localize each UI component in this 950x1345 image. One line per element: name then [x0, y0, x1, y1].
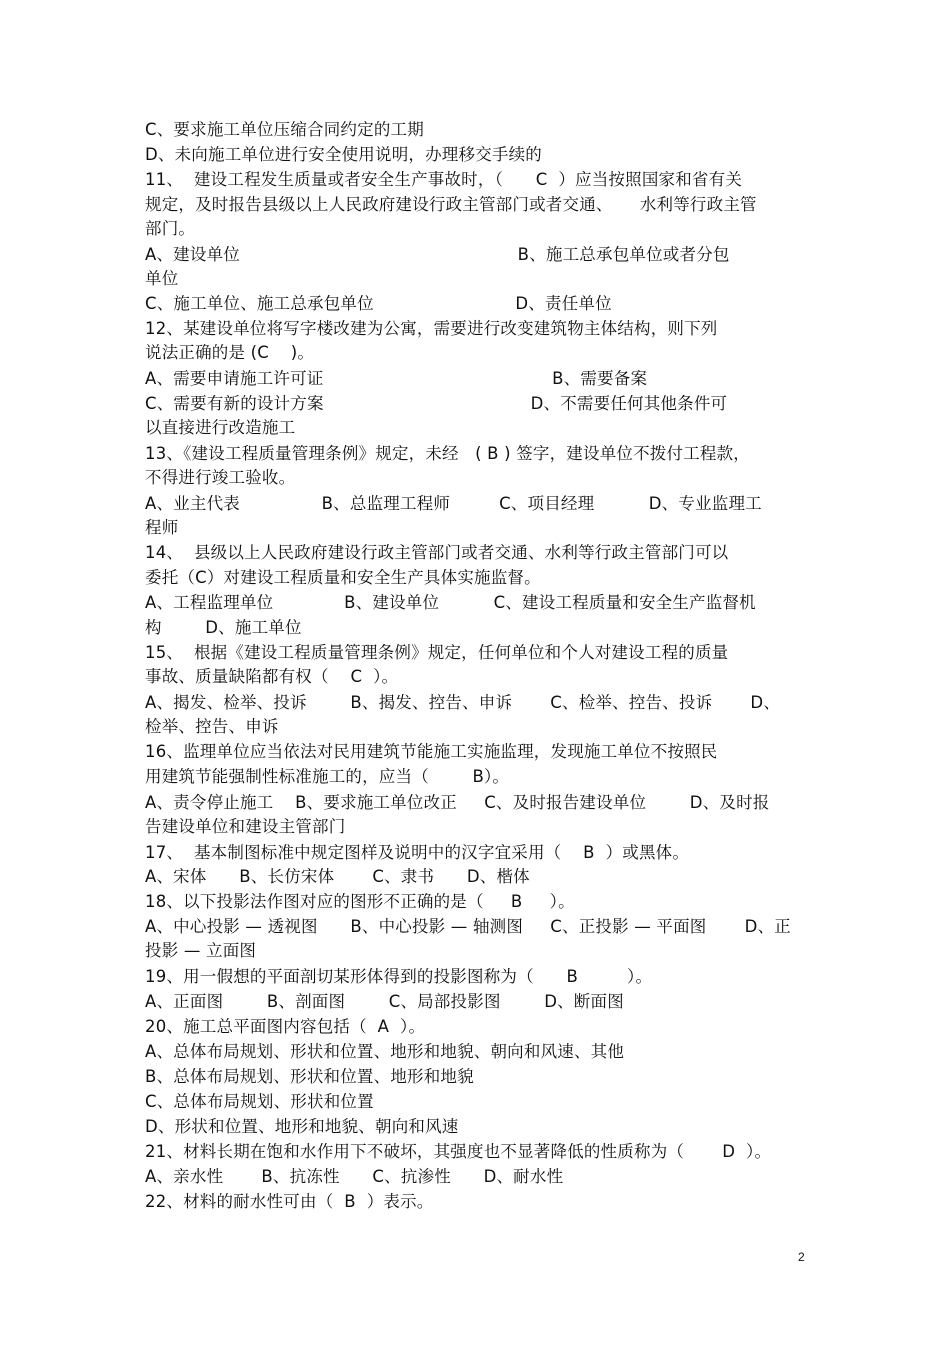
- text-line: 14、 县级以上人民政府建设行政主管部门或者交通、水利等行政主管部门可以: [145, 543, 729, 562]
- text-line: 构 D、施工单位: [145, 618, 302, 637]
- text-line: A、业主代表 B、总监理工程师 C、项目经理 D、专业监理工: [145, 494, 762, 513]
- text-line: 21、材料长期在饱和水作用下不破坏，其强度也不显著降低的性质称为（ D ）。: [145, 1142, 772, 1161]
- text-line: C、需要有新的设计方案 D、不需要任何其他条件可: [145, 394, 728, 413]
- text-line: 15、 根据《建设工程质量管理条例》规定，任何单位和个人对建设工程的质量: [145, 643, 729, 662]
- text-line: 单位: [145, 269, 179, 288]
- text-line: 12、某建设单位将写字楼改建为公寓，需要进行改变建筑物主体结构，则下列: [145, 319, 718, 338]
- text-line: 事故、质量缺陷都有权（ C ）。: [145, 667, 399, 686]
- text-line: C、要求施工单位压缩合同约定的工期: [145, 120, 424, 139]
- text-line: 17、 基本制图标准中规定图样及说明中的汉字宜采用（ B ）或黑体。: [145, 843, 690, 862]
- text-line: A、揭发、检举、投诉 B、揭发、控告、申诉 C、检举、控告、投诉 D、: [145, 693, 781, 712]
- text-line: C、施工单位、施工总承包单位 D、责任单位: [145, 294, 612, 313]
- text-line: 告建设单位和建设主管部门: [145, 817, 346, 836]
- text-line: A、中心投影 — 透视图 B、中心投影 — 轴测图 C、正投影 — 平面图 D、正: [145, 917, 791, 936]
- text-line: A、建设单位 B、施工总承包单位或者分包: [145, 245, 730, 264]
- text-line: 11、 建设工程发生质量或者安全生产事故时，（ C ）应当按照国家和省有关: [145, 170, 743, 189]
- text-line: 不得进行竣工验收。: [145, 468, 296, 487]
- text-line: 投影 — 立面图: [145, 941, 257, 960]
- text-line: C、总体布局规划、形状和位置: [145, 1092, 374, 1111]
- text-line: 规定，及时报告县级以上人民政府建设行政主管部门或者交通、 水利等行政主管: [145, 195, 757, 214]
- text-line: A、需要申请施工许可证 B、需要备案: [145, 369, 648, 388]
- text-line: A、亲水性 B、抗冻性 C、抗渗性 D、耐水性: [145, 1167, 564, 1186]
- text-line: A、工程监理单位 B、建设单位 C、建设工程质量和安全生产监督机: [145, 593, 756, 612]
- text-line: 委托（C）对建设工程质量和安全生产具体实施监督。: [145, 568, 541, 587]
- text-line: 说法正确的是 (C )。: [145, 343, 315, 362]
- text-line: B、总体布局规划、形状和位置、地形和地貌: [145, 1067, 474, 1086]
- text-line: A、总体布局规划、形状和位置、地形和地貌、朝向和风速、其他: [145, 1042, 625, 1061]
- text-line: 19、用一假想的平面剖切某形体得到的投影图称为（ B ）。: [145, 967, 653, 986]
- text-line: 检举、控告、申诉: [145, 717, 279, 736]
- text-line: A、责令停止施工 B、要求施工单位改正 C、及时报告建设单位 D、及时报: [145, 793, 770, 812]
- text-line: A、正面图 B、剖面图 C、局部投影图 D、断面图: [145, 992, 624, 1011]
- text-line: D、形状和位置、地形和地貌、朝向和风速: [145, 1117, 459, 1136]
- text-line: 22、材料的耐水性可由（ B ）表示。: [145, 1192, 434, 1211]
- text-line: 部门。: [145, 219, 196, 238]
- text-line: A、宋体 B、长仿宋体 C、隶书 D、楷体: [145, 867, 530, 886]
- text-line: 20、施工总平面图内容包括（ A ）。: [145, 1017, 426, 1036]
- text-line: 18、以下投影法作图对应的图形不正确的是（ B ）。: [145, 892, 575, 911]
- text-line: 13、《建设工程质量管理条例》规定，未经 ( B ) 签字，建设单位不拨付工程款，: [145, 444, 751, 463]
- text-line: 以直接进行改造施工: [145, 418, 296, 437]
- page-number: 2: [798, 1250, 805, 1264]
- text-line: 程师: [145, 518, 179, 537]
- text-line: 16、监理单位应当依法对民用建筑节能施工实施监理，发现施工单位不按照民: [145, 742, 718, 761]
- text-line: D、未向施工单位进行安全使用说明，办理移交手续的: [145, 145, 543, 164]
- text-line: 用建筑节能强制性标准施工的，应当（ B）。: [145, 767, 510, 786]
